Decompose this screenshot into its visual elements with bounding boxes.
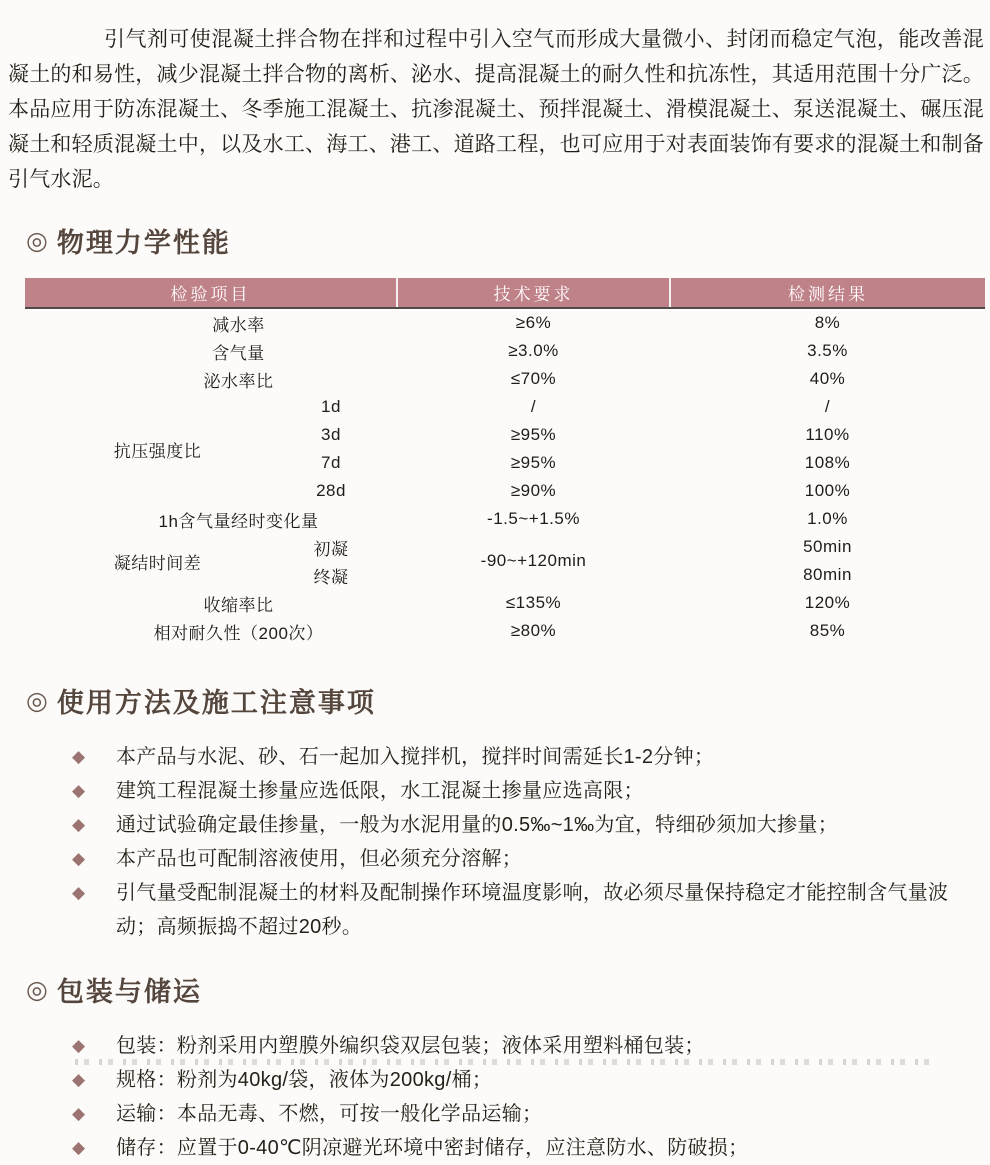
list-item <box>72 1029 960 1063</box>
section-title: 物理力学性能 <box>56 228 231 258</box>
list-item <box>72 876 960 944</box>
table-cell-requirement: ≥90% <box>510 481 557 500</box>
table-row <box>25 505 985 533</box>
section-title: 包装与储运 <box>56 977 202 1007</box>
table-cell-age: 7d <box>321 453 341 472</box>
table-cell-result: 110% <box>805 425 850 444</box>
list-item <box>72 1131 960 1165</box>
table-header-result: 检测结果 <box>670 278 985 308</box>
table-header-item: 检验项目 <box>25 278 397 308</box>
table-cell-requirement: -1.5~+1.5% <box>487 509 580 528</box>
bullet-text: 运输：本品无毒、不燃，可按一般化学品运输； <box>116 1103 543 1125</box>
list-item <box>72 842 960 876</box>
table-cell-requirement: / <box>530 397 537 416</box>
table-row <box>25 533 985 561</box>
section-heading-packaging <box>26 970 990 1009</box>
table-cell-result: 80min <box>803 565 852 584</box>
diamond-bullet-icon: ◆ <box>72 781 86 800</box>
table-cell-result: 100% <box>804 481 851 500</box>
table-cell-requirement: ≥6% <box>515 313 552 332</box>
diamond-bullet-icon: ◆ <box>72 1070 86 1089</box>
table-row <box>25 337 985 365</box>
table-cell-age: 28d <box>316 481 346 500</box>
cutoff-partial-line <box>75 1059 935 1065</box>
table-row <box>25 365 985 393</box>
bullet-text: 引气量受配制混凝土的材料及配制操作环境温度影响，故必须尽量保持稳定才能控制含气量波动；高频振捣不超过20秒。 <box>116 882 949 938</box>
list-item <box>72 1063 960 1097</box>
table-cell-requirement: -90~+120min <box>480 551 587 570</box>
table-cell-phase: 初凝 <box>313 539 349 559</box>
physical-properties-table <box>25 278 985 645</box>
list-item <box>72 740 960 774</box>
table-cell-requirement: ≤70% <box>510 369 557 388</box>
intro-paragraph: 引气剂可使混凝土拌合物在拌和过程中引入空气而形成大量微小、封闭而稳定气泡，能改善混凝土的和易性，减少混凝土拌合物的离析、泌水、提高混凝土的耐久性和抗冻性，其适用范围十分广泛。本品应用于防冻混凝土、冬季施工混凝土、抗渗混凝土、预拌混凝土、滑模混凝土、泵送混凝土、碾压混凝土和轻质混凝土中，以及水工、海工、港工、道路工程，也可应用于对表面装饰有要求的混凝土和制备引气水泥。 <box>8 28 984 191</box>
table-cell-result: 50min <box>803 537 852 556</box>
table-header-row <box>25 278 985 308</box>
table-cell-group-item: 凝结时间差 <box>113 553 202 573</box>
table-cell-result: 120% <box>804 593 851 612</box>
diamond-bullet-icon: ◆ <box>72 747 86 766</box>
section-marker-icon: ◎ <box>26 686 50 715</box>
list-item <box>72 808 960 842</box>
table-cell-item: 泌水率比 <box>203 371 274 391</box>
section-marker-icon: ◎ <box>26 226 50 255</box>
table-cell-item: 相对耐久性（200次） <box>153 623 324 643</box>
list-item <box>72 774 960 808</box>
table-cell-group-item: 抗压强度比 <box>113 441 202 461</box>
table-cell-requirement: ≥95% <box>510 453 557 472</box>
table-cell-requirement: ≥3.0% <box>508 341 559 360</box>
bullet-text: 包装：粉剂采用内塑膜外编织袋双层包装；液体采用塑料桶包装； <box>116 1035 705 1057</box>
table-cell-result: 3.5% <box>807 341 848 360</box>
section-heading-physical-properties <box>26 221 990 260</box>
table-cell-result: 40% <box>809 369 846 388</box>
section-heading-usage <box>26 681 990 720</box>
table-cell-requirement: ≥80% <box>510 621 557 640</box>
diamond-bullet-icon: ◆ <box>72 849 86 868</box>
table-cell-result: 108% <box>804 453 851 472</box>
table-cell-result: / <box>824 397 831 416</box>
diamond-bullet-icon: ◆ <box>72 883 86 902</box>
table-cell-item: 收缩率比 <box>203 595 274 615</box>
table-cell-item: 减水率 <box>212 315 265 335</box>
section-marker-icon: ◎ <box>26 975 50 1004</box>
diamond-bullet-icon: ◆ <box>72 1138 86 1157</box>
table-cell-age: 1d <box>321 397 341 416</box>
table-row <box>25 589 985 617</box>
diamond-bullet-icon: ◆ <box>72 1104 86 1123</box>
table-cell-phase: 终凝 <box>313 567 349 587</box>
bullet-text: 规格：粉剂为40kg/袋，液体为200kg/桶； <box>116 1069 493 1091</box>
table-cell-item: 含气量 <box>212 343 265 363</box>
bullet-text: 储存：应置于0-40℃阴凉避光环境中密封储存，应注意防水、防破损； <box>116 1137 749 1159</box>
bullet-text: 通过试验确定最佳掺量，一般为水泥用量的0.5‰~1‰为宜，特细砂须加大掺量； <box>116 814 839 836</box>
diamond-bullet-icon: ◆ <box>72 1036 86 1055</box>
packaging-bullet-list <box>0 1029 990 1165</box>
bullet-text: 建筑工程混凝土掺量应选低限，水工混凝土掺量应选高限； <box>116 780 644 802</box>
section-title: 使用方法及施工注意事项 <box>56 688 376 718</box>
table-cell-item: 1h含气量经时变化量 <box>158 511 319 531</box>
table-cell-result: 8% <box>814 313 841 332</box>
bullet-text: 本产品也可配制溶液使用，但必须充分溶解； <box>116 848 522 870</box>
table-cell-age: 3d <box>321 425 341 444</box>
table-cell-result: 1.0% <box>807 509 848 528</box>
table-header-requirement: 技术要求 <box>397 278 670 308</box>
usage-bullet-list <box>0 740 990 944</box>
diamond-bullet-icon: ◆ <box>72 815 86 834</box>
table-cell-requirement: ≤135% <box>505 593 562 612</box>
table-cell-result: 85% <box>809 621 846 640</box>
table-cell-requirement: ≥95% <box>510 425 557 444</box>
table-row <box>25 308 985 337</box>
bullet-text: 本产品与水泥、砂、石一起加入搅拌机，搅拌时间需延长1-2分钟； <box>116 746 715 768</box>
table-row <box>25 393 985 421</box>
list-item <box>72 1097 960 1131</box>
table-row <box>25 617 985 645</box>
